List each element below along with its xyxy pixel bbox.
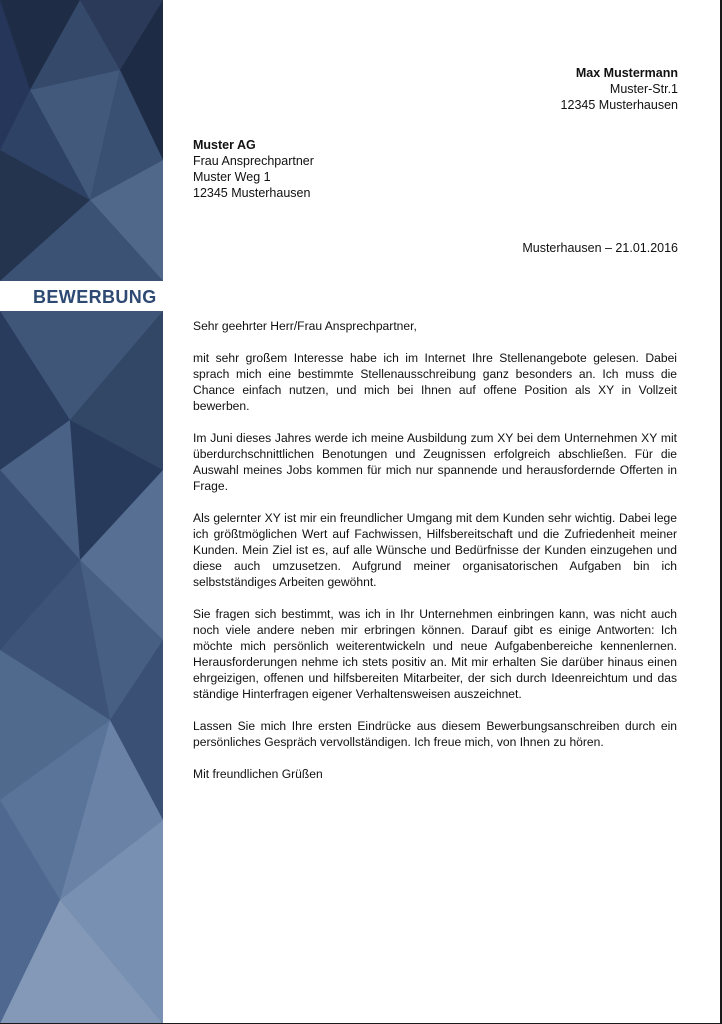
paragraph: Als gelernter XY ist mir ein freundlicher Umgang mit dem Kunden sehr wichtig. Dabei lege ich größtmöglichen Wert auf Fachwissen, Hilfsbereitschaft und die Zufriedenheit meiner Kunden. Mein Ziel ist es, auf alle Wünsche und Bedürfnisse der Kunden einzugehen und diese auch umzusetzen. Aufgrund meiner organisatorischen Aufgaben bin ich selbstständiges Arbeiten gewöhnt.: [193, 511, 677, 589]
sender-street: Muster-Str.1: [609, 82, 678, 96]
document-title: BEWERBUNG: [33, 287, 157, 307]
recipient-company: Muster AG: [193, 138, 256, 152]
sender-address: [561, 65, 678, 113]
sender-city: 12345 Musterhausen: [560, 98, 678, 112]
recipient-address: [193, 137, 314, 201]
paragraph: Im Juni dieses Jahres werde ich meine Ausbildung zum XY bei dem Unternehmen XY mit überdurchschnittlichen Benotungen und Zeugnissen erfolgreich abschließen. Für die Auswahl meines Jobs kommen für mich nur spannende und herausfordernde Offerten in Frage.: [193, 431, 677, 493]
paragraph: Sie fragen sich bestimmt, was ich in Ihr Unternehmen einbringen kann, was nicht auch noch viele andere neben mir erbringen können. Darauf gibt es einige Antworten: Ich möchte mich persönlich weiterentwickeln und neue Aufgabenbereiche kennenlernen. Herausforderungen nehme ich stets positiv an. Mit mir erhalten Sie darüber hinaus einen ehrgeizigen, offenen und hilfsbereiten Mitarbeiter, der sich durch Ideenreichtum und das ständige Hinterfragen eigener Verhaltensweisen auszeichnet.: [193, 607, 677, 701]
recipient-street: Muster Weg 1: [193, 170, 271, 184]
recipient-contact: Frau Ansprechpartner: [193, 154, 314, 168]
salutation: Sehr geehrter Herr/Frau Ansprechpartner,: [193, 319, 417, 333]
recipient-city: 12345 Musterhausen: [193, 186, 311, 200]
paragraph: mit sehr großem Interesse habe ich im Internet Ihre Stellenangebote gelesen. Dabei sprach mich eine bestimmte Stellenausschreibung ganz besonders an. Ich muss die Chance einfach nutzen, und mich bei Ihnen auf offene Position als XY in Vollzeit bewerben.: [193, 351, 677, 413]
closing: Mit freundlichen Grüßen: [193, 767, 323, 781]
letter-body: [193, 318, 677, 798]
sidebar-polygon-background: [0, 0, 163, 1024]
paragraph: Lassen Sie mich Ihre ersten Eindrücke aus diesem Bewerbungsanschreiben durch ein persönliches Gespräch vervollständigen. Ich freue mich, von Ihnen zu hören.: [193, 719, 677, 749]
sender-name: Max Mustermann: [575, 66, 678, 80]
letter-date: Musterhausen – 21.01.2016: [522, 241, 678, 255]
